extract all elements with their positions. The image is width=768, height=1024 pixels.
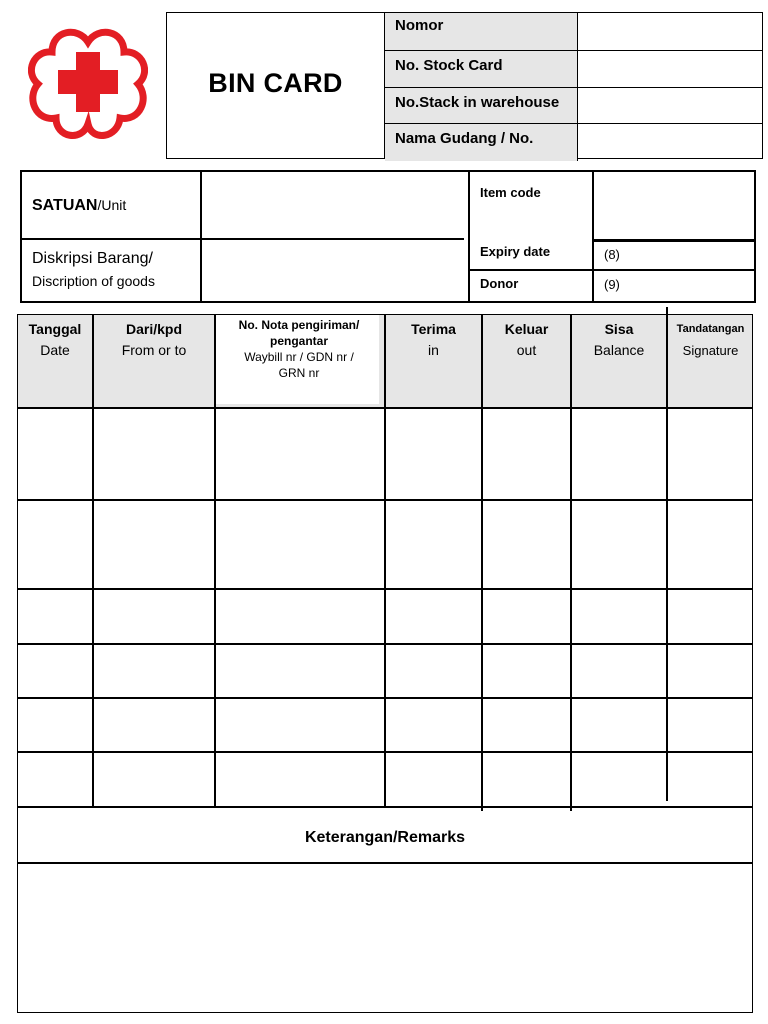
description-sublabel: Discription of goods xyxy=(32,273,155,289)
header-row-nomor xyxy=(385,13,762,50)
gudang-field[interactable] xyxy=(578,124,762,161)
stack-field[interactable] xyxy=(578,88,762,124)
description-label: Diskripsi Barang/ xyxy=(32,250,153,267)
expiry-date-value[interactable]: (8) xyxy=(604,247,620,262)
gudang-label: Nama Gudang / No. xyxy=(385,124,578,161)
table-row[interactable] xyxy=(18,753,752,806)
donor-value[interactable]: (9) xyxy=(604,277,620,292)
col-header-from-to: Dari/kpd From or to xyxy=(121,321,187,358)
col-header-in: Terima in xyxy=(411,321,456,358)
col-header-out: Keluar out xyxy=(504,321,549,358)
stock-card-label: No. Stock Card xyxy=(385,51,578,88)
nomor-label: Nomor xyxy=(385,13,578,50)
expiry-date-label: Expiry date xyxy=(480,244,551,259)
stack-label: No.Stack in warehouse xyxy=(385,88,578,124)
remarks-label: Keterangan/Remarks xyxy=(304,829,466,846)
header-row-gudang xyxy=(385,123,762,161)
nomor-field[interactable] xyxy=(578,13,762,50)
page-title: BIN CARD xyxy=(208,68,343,98)
table-row[interactable] xyxy=(18,409,752,499)
unit-field[interactable] xyxy=(202,172,466,238)
ledger-table xyxy=(17,314,753,1013)
item-info-box xyxy=(20,170,756,303)
col-header-waybill: No. Nota pengiriman/ pengantar Waybill nr / GDN nr / GRN nr xyxy=(238,318,360,380)
col-header-date: Tanggal Date xyxy=(28,321,82,358)
red-cross-logo xyxy=(28,24,148,140)
header-row-stock-card xyxy=(385,50,762,88)
description-field[interactable] xyxy=(202,240,466,302)
item-code-label: Item code xyxy=(480,185,541,200)
table-row[interactable] xyxy=(18,699,752,751)
table-row[interactable] xyxy=(18,645,752,697)
unit-label: SATUAN/Unit xyxy=(32,197,127,214)
remarks-field[interactable] xyxy=(18,865,752,1012)
table-row[interactable] xyxy=(18,501,752,588)
col-header-signature: Tandatangan Signature xyxy=(676,323,745,358)
donor-label: Donor xyxy=(480,276,519,291)
header-fields-table xyxy=(384,12,763,159)
col-header-balance: Sisa Balance xyxy=(593,321,645,358)
header-row-stack xyxy=(385,87,762,124)
stock-card-field[interactable] xyxy=(578,51,762,88)
item-code-field[interactable] xyxy=(594,172,756,238)
table-row[interactable] xyxy=(18,590,752,643)
